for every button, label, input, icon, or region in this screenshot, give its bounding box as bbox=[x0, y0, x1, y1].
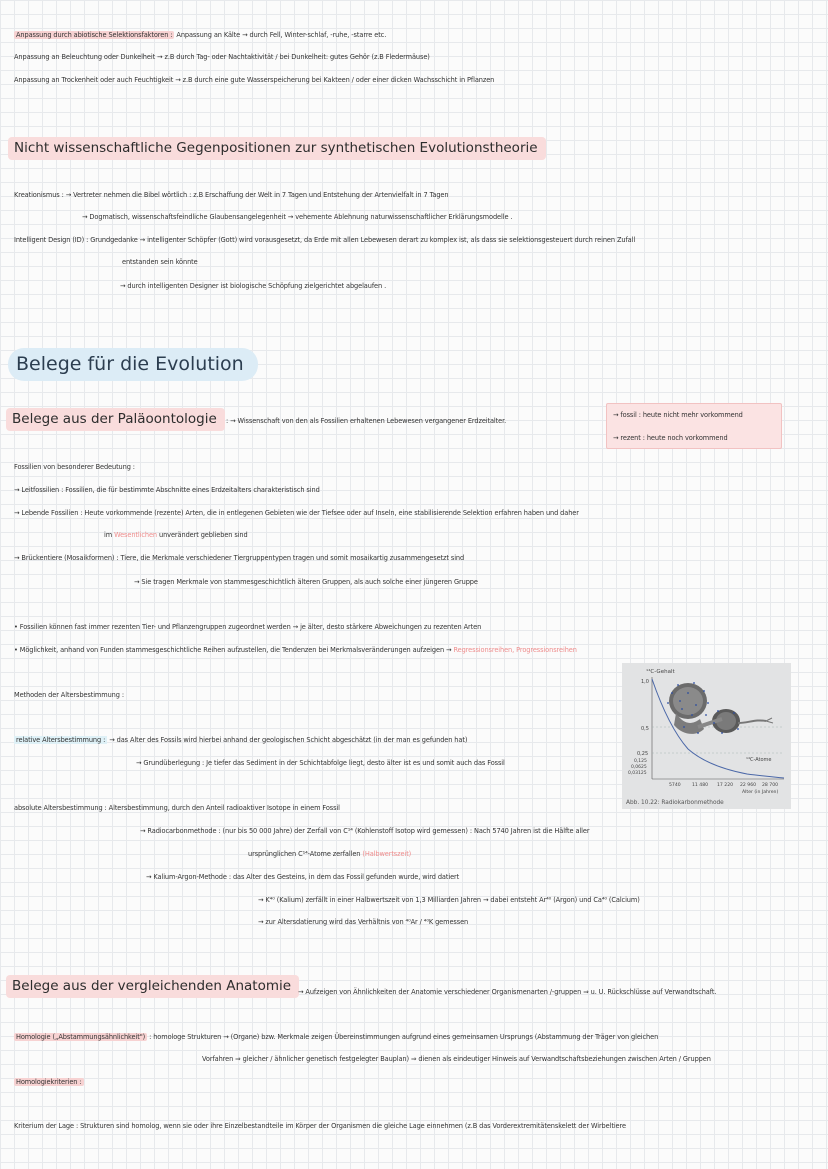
text-line: • Fossilien können fast immer rezenten Tier- und Pflanzengruppen zugeordnet werden → je älter, desto stärkere Abweichungen zu rezenten Arten bbox=[14, 623, 482, 631]
figure-ytick: 0,0625 bbox=[631, 765, 647, 770]
text-line: → Sie tragen Merkmale von stammesgeschichtlich älteren Gruppen, als auch solche einer jüngeren Gruppe bbox=[134, 578, 478, 586]
figure-ytick: 0,25 bbox=[637, 751, 649, 757]
figure-ytick: 0,5 bbox=[641, 726, 649, 732]
text-line: : → Wissenschaft von den als Fossilien erhaltenen Lebewesen vergangener Erdzeitalter. bbox=[226, 417, 507, 425]
text-line: → Grundüberlegung : Je tiefer das Sediment in der Schichtabfolge liegt, desto älter ist es und somit auch das Fossil bbox=[136, 759, 505, 767]
page-title: Belege für die Evolution bbox=[8, 348, 258, 381]
text-line: Fossilien von besonderer Bedeutung : bbox=[14, 463, 135, 471]
text-span: ursprünglichen C¹⁴-Atome zerfallen bbox=[248, 850, 361, 858]
text-line bbox=[14, 1032, 658, 1042]
text-line: → Brückentiere (Mosaikformen) : Tiere, die Merkmale verschiedener Tiergruppentypen tragen und somit mosaikartig zusammengesetzt sind bbox=[14, 554, 465, 562]
text-span: • Möglichkeit, anhand von Funden stammesgeschichtliche Reihen aufzustellen, die Tendenzen bei Merkmalsveränderungen aufzeigen → bbox=[14, 646, 452, 654]
radiocarbon-figure bbox=[622, 663, 791, 809]
highlight-word: Wesentlichen bbox=[114, 531, 158, 539]
figure-xtick: 28 700 bbox=[762, 783, 779, 788]
figure-ytick: 0,03125 bbox=[628, 771, 647, 776]
text-line: → Dogmatisch, wissenschaftsfeindliche Glaubensangelegenheit → vehemente Ablehnung naturwissenschaftlicher Erklärungsmodelle . bbox=[82, 213, 513, 221]
text-line bbox=[14, 735, 467, 745]
figure-xlabel: Alter (in Jahren) bbox=[742, 790, 779, 795]
text-line: Vorfahren ⇒ gleicher / ähnlicher genetisch festgelegter Bauplan) ⇒ dienen als eindeutiger Hinweis auf Verwandtschaftsbeziehungen zwischen Arten / Gruppen bbox=[202, 1055, 711, 1063]
figure-xtick: 5740 bbox=[669, 783, 681, 788]
text-line: Anpassung an Beleuchtung oder Dunkelheit → z.B durch Tag- oder Nachtaktivität / bei Dunkelheit: gutes Gehör (z.B Fledermäuse) bbox=[14, 53, 430, 61]
figure-caption: Abb. 10.22: Radiokarbonmethode bbox=[626, 800, 724, 806]
text-line bbox=[14, 1077, 84, 1087]
text-span: unverändert geblieben sind bbox=[159, 531, 248, 539]
highlight-label: relative Altersbestimmung : bbox=[16, 736, 106, 744]
text-line: Kreationismus : → Vertreter nehmen die Bibel wörtlich : z.B Erschaffung der Welt in 7 Tagen und Entstehung der Artenvielfalt in 7 Tagen bbox=[14, 191, 449, 199]
highlight-word: Regressionsreihen, Progressionsreihen bbox=[453, 646, 577, 654]
text-line: Kriterium der Lage : Strukturen sind homolog, wenn sie oder ihre Einzelbestandteile im Körper der Organismen die gleiche Lage einnehmen (z.B das Vorderextremitätenskelett der Wirbeltiere bbox=[14, 1122, 626, 1130]
text-line: Anpassung an Trockenheit oder auch Feuchtigkeit → z.B durch eine gute Wasserspeicherung bei Kakteen / oder einer dicken Wachsschicht in Pflanzen bbox=[14, 76, 495, 84]
figure-ytick: 0,125 bbox=[634, 759, 647, 764]
highlight-word: (Halbwertszeit) bbox=[362, 850, 412, 858]
text-span: Anpassung an Kälte → durch Fell, Winter-schlaf, -ruhe, -starre etc. bbox=[176, 31, 387, 39]
text-span: → das Alter des Fossils wird hierbei anhand der geologischen Schicht abgeschätzt (in der man es gefunden hat) bbox=[109, 736, 468, 744]
text-line: → Aufzeigen von Ähnlichkeiten der Anatomie verschiedener Organismenarten /-gruppen ⇒ u. U. Rückschlüsse auf Verwandtschaft. bbox=[298, 988, 717, 996]
section-heading-anatomie: Belege aus der vergleichenden Anatomie bbox=[6, 975, 299, 998]
highlight-label: Homologiekriterien : bbox=[16, 1078, 82, 1086]
text-line: → K⁴⁰ (Kalium) zerfällt in einer Halbwertszeit von 1,3 Milliarden Jahren → dabei entsteht Ar⁴⁰ (Argon) und Ca⁴⁰ (Calcium) bbox=[258, 896, 640, 904]
note-line: → rezent : heute noch vorkommend bbox=[613, 434, 728, 442]
section-heading-palaeontologie: Belege aus der Paläoontologie bbox=[6, 408, 225, 431]
text-line: absolute Altersbestimmung : Altersbestimmung, durch den Anteil radioaktiver Isotope in einem Fossil bbox=[14, 804, 340, 812]
text-span: : homologe Strukturen → (Organe) bzw. Merkmale zeigen Übereinstimmungen aufgrund eines gemeinsamen Ursprungs (Abstammung der Träger von gleichen bbox=[149, 1033, 659, 1041]
figure-legend: ¹⁴C-Atome bbox=[746, 757, 772, 763]
figure-ytick: 1,0 bbox=[641, 679, 649, 685]
text-line bbox=[14, 30, 386, 40]
text-line: entstanden sein könnte bbox=[122, 258, 198, 266]
text-line: → Leitfossilien : Fossilien, die für bestimmte Abschnitte eines Erdzeitalters charakteristisch sind bbox=[14, 486, 320, 494]
note-box bbox=[606, 403, 782, 449]
text-line: → Kalium-Argon-Methode : das Alter des Gesteins, in dem das Fossil gefunden wurde, wird datiert bbox=[146, 873, 460, 881]
text-line: → Lebende Fossilien : Heute vorkommende (rezente) Arten, die in entlegenen Gebieten wie der Tiefsee oder auf Inseln, eine stabilisierende Selektion erfahren haben und daher bbox=[14, 509, 579, 517]
text-line: Intelligent Design (ID) : Grundgedanke → intelligenter Schöpfer (Gott) wird vorausgesetzt, da Erde mit allen Lebewesen derart zu komplex ist, als dass sie selektionsgesteuert durch reinen Zufall bbox=[14, 236, 636, 244]
figure-xtick: 17 220 bbox=[717, 783, 734, 788]
text-line: → zur Altersdatierung wird das Verhältnis von ⁴⁰Ar / ⁴⁰K gemessen bbox=[258, 918, 469, 926]
text-span: im bbox=[104, 531, 113, 539]
text-line: Methoden der Altersbestimmung : bbox=[14, 691, 124, 699]
text-line bbox=[248, 849, 411, 859]
text-line bbox=[104, 530, 248, 540]
highlight-label: Homologie („Abstammungsähnlichkeit") bbox=[16, 1033, 146, 1041]
figure-xtick: 11 480 bbox=[692, 783, 709, 788]
text-line: → Radiocarbonmethode : (nur bis 50 000 Jahre) der Zerfall von C¹⁴ (Kohlenstoff Isotop wird gemessen) : Nach 5740 Jahren ist die Hälfte aller bbox=[140, 827, 590, 835]
figure-ylabel: ¹⁴C-Gehalt bbox=[646, 669, 675, 675]
figure-xtick: 22 960 bbox=[740, 783, 757, 788]
text-line bbox=[14, 645, 577, 655]
note-line: → fossil : heute nicht mehr vorkommend bbox=[613, 411, 743, 419]
highlight-label: Anpassung durch abiotische Selektionsfaktoren : bbox=[16, 31, 173, 39]
section-heading-gegenpositionen: Nicht wissenschaftliche Gegenpositionen zur synthetischen Evolutionstheorie bbox=[8, 137, 546, 160]
text-line: → durch intelligenten Designer ist biologische Schöpfung zielgerichtet abgelaufen . bbox=[120, 282, 387, 290]
